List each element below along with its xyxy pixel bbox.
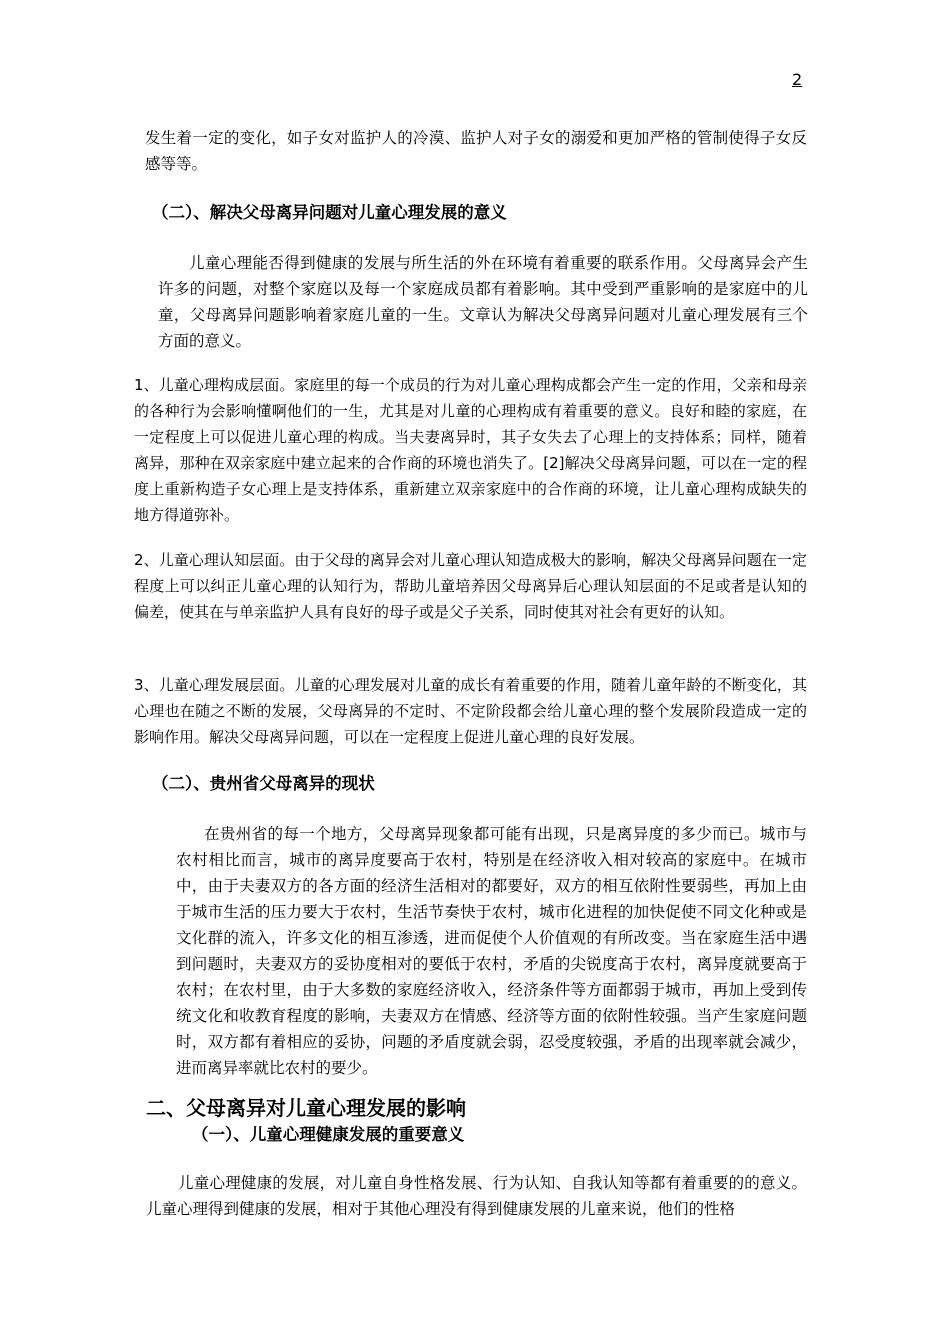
guizhou-paragraph: 在贵州省的每一个地方，父母离异现象都可能有出现，只是离异度的多少而已。城市与农村相比而言，城市的离异度要高于农村，特别是在经济收入相对较高的家庭中。在城市中，由于夫妻双方的各方面的经济生活相对的都要好，双方的相互依附性要弱些，再加上由于城市生活的压力要大于农村，生活节奏快于农村，城市化进程的加快促使不同文化种或是文化群的流入，许多文化的相互渗透，进而促使个人价值观的有所改变。当在家庭生活中遇到问题时，夫妻双方的妥协度相对的要低于农村，矛盾的尖锐度高于农村，离异度就要高于农村；在农村里，由于大多数的家庭经济收入，经济条件等方面都弱于城市，再加上受到传统文化和收教育程度的影响，夫妻双方在情感、经济等方面的依附性较强。当产生家庭问题时，双方都有着相应的妥协，问题的矛盾度就会弱，忍受度较强，矛盾的出现率就会减少，进而离异率就比农村的要少。 bbox=[176, 825, 807, 1077]
section-heading-significance: （二）、解决父母离异问题对儿童心理发展的意义 bbox=[152, 203, 507, 222]
subsection-heading-importance: （一）、儿童心理健康发展的重要意义 bbox=[192, 1125, 465, 1144]
section-heading-guizhou: （二）、贵州省父母离异的现状 bbox=[152, 774, 375, 793]
page-number: 2 bbox=[792, 70, 803, 89]
final-paragraph: 儿童心理健康的发展，对儿童自身性格发展、行为认知、自我认知等都有着重要的的意义。儿童心理得到健康的发展，相对于其他心理没有得到健康发展的儿童来说，他们的性格 bbox=[146, 1174, 807, 1218]
intro-paragraph: 发生着一定的变化，如子女对监护人的冷漠、监护人对子女的溺爱和更加严格的管制使得子女反感等等。 bbox=[145, 129, 807, 173]
point-2-paragraph: 2、儿童心理认知层面。由于父母的离异会对儿童心理认知造成极大的影响，解决父母离异问题在一定程度上可以纠正儿童心理的认知行为，帮助儿童培养因父母离异后心理认知层面的不足或者是认知的偏差，使其在与单亲监护人具有良好的母子或是父子关系，同时使其对社会有更好的认知。 bbox=[134, 551, 807, 621]
significance-intro-paragraph: 儿童心理能否得到健康的发展与所生活的外在环境有着重要的联系作用。父母离异会产生许多的问题，对整个家庭以及每一个家庭成员都有着影响。其中受到严重影响的是家庭中的儿童，父母离异问题影响着家庭儿童的一生。文章认为解决父母离异问题对儿童心理发展有三个方面的意义。 bbox=[158, 254, 808, 350]
chapter-heading: 二、父母离异对儿童心理发展的影响 bbox=[146, 1096, 466, 1120]
point-3-paragraph: 3、儿童心理发展层面。儿童的心理发展对儿童的成长有着重要的作用，随着儿童年龄的不断变化，其心理也在随之不断的发展，父母离异的不定时、不定阶段都会给儿童心理的整个发展阶段造成一定的影响作用。解决父母离异问题，可以在一定程度上促进儿童心理的良好发展。 bbox=[134, 676, 807, 746]
point-1-paragraph: 1、儿童心理构成层面。家庭里的每一个成员的行为对儿童心理构成都会产生一定的作用，父亲和母亲的各种行为会影响懂啊他们的一生，尤其是对儿童的心理构成有着重要的意义。良好和睦的家庭，在一定程度上可以促进儿童心理的构成。当夫妻离异时，其子女失去了心理上的支持体系；同样，随着离异，那种在双亲家庭中建立起来的合作商的环境也消失了。[2]解决父母离异问题，可以在一定的程度上重新构造子女心理上是支持体系，重新建立双亲家庭中的合作商的环境，让儿童心理构成缺失的地方得道弥补。 bbox=[134, 376, 807, 524]
